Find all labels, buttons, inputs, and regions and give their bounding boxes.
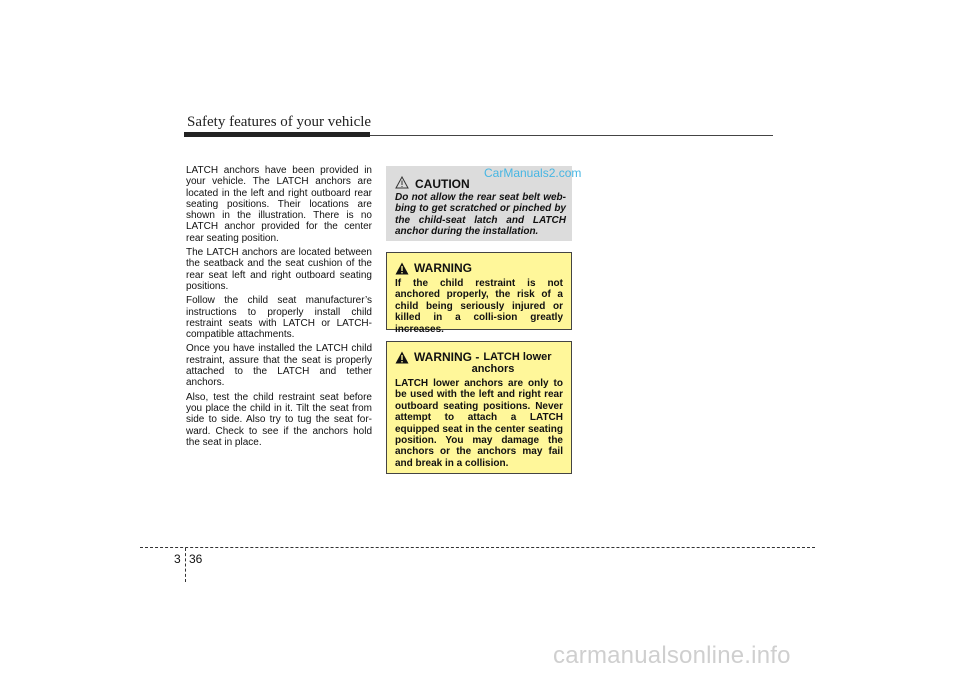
warning-title: WARNING <box>414 261 472 275</box>
body-paragraph: Once you have installed the LATCH child restraint, assure that the seat is properly attached to the LATCH and tether anchors. <box>186 343 372 389</box>
warning-triangle-icon <box>395 262 409 275</box>
warning-header <box>395 261 563 275</box>
watermark-text: CarManuals2.com <box>484 166 582 180</box>
warning-text: If the child restraint is not anchored properly, the risk of a child being seriously injured or killed in a colli-sion greatly increases. <box>395 278 563 335</box>
footer-divider <box>185 548 186 582</box>
body-paragraph: Also, test the child restraint seat before you place the child in it. Tilt the seat from side to side. Also try to tug the seat for-ward. Check to see if the anchors hold the seat in place. <box>186 391 372 448</box>
header-bar <box>184 132 370 137</box>
header-rule <box>370 135 773 136</box>
body-paragraph: LATCH anchors have been provided in your vehicle. The LATCH anchors are located in the left and right outboard rear seating positions. Their locations are shown in the illustration. There is no LATCH anchor provided for the center rear seating position. <box>186 165 372 244</box>
page-header-title: Safety features of your vehicle <box>187 114 372 130</box>
warning-box <box>386 252 572 335</box>
caution-text: Do not allow the rear seat belt web-bing to get scratched or pinched by the child-seat latch and LATCH anchor during the installation. <box>395 192 566 237</box>
latch-warning-text: LATCH lower anchors are only to be used with the left and right rear outboard seating positions. Never attempt to attach a LATCH equipped seat in the center seating position. You may damage the anchors or the anchors may fail and break in a collision. <box>395 378 563 469</box>
warning-triangle-icon <box>395 351 409 364</box>
body-paragraph: Follow the child seat manufacturer’s instructions to properly install child restraint seats with LATCH or LATCH-compatible attachments. <box>186 295 372 341</box>
caution-triangle-icon <box>395 176 409 189</box>
caution-title: CAUTION <box>415 177 470 191</box>
latch-warning-title: WARNING - <box>414 350 480 364</box>
footer-brand: carmanualsonline.info <box>553 642 791 669</box>
latch-warning-subtitle-2: anchors <box>471 363 515 375</box>
body-text-column <box>186 165 372 451</box>
page-number: 36 <box>189 552 203 566</box>
latch-warning-header <box>395 350 563 364</box>
latch-warning-box <box>386 341 572 474</box>
section-number: 3 <box>174 552 181 566</box>
body-paragraph: The LATCH anchors are located between the seatback and the seat cushion of the rear seat left and right outboard seating positions. <box>186 247 372 292</box>
latch-warning-subtitle: LATCH lower <box>483 351 552 363</box>
footer-rule <box>140 547 815 548</box>
